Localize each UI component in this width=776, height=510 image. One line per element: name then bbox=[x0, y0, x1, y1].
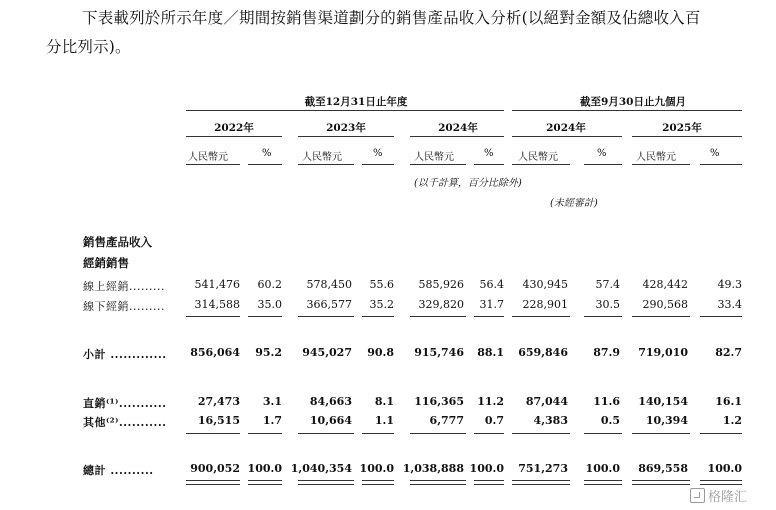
group-header-year: 截至12月31日止年度 bbox=[304, 96, 408, 108]
cell: 100.0 bbox=[359, 462, 394, 475]
year-rule-2024 bbox=[410, 136, 504, 137]
double-rule bbox=[700, 480, 742, 485]
double-rule bbox=[632, 480, 690, 485]
cell: 751,273 bbox=[518, 462, 568, 475]
unit-rule-3 bbox=[298, 164, 354, 165]
cell: 856,064 bbox=[190, 346, 240, 359]
table-row-other bbox=[0, 414, 776, 428]
unit-rule-4 bbox=[362, 164, 394, 165]
unit-rule-9 bbox=[632, 164, 690, 165]
section-distribution: 經銷銷售 bbox=[83, 256, 129, 270]
cell: 430,945 bbox=[522, 278, 568, 291]
table-row-direct bbox=[0, 395, 776, 409]
total-rule bbox=[410, 433, 466, 434]
total-rule bbox=[248, 433, 282, 434]
unit-rule-7 bbox=[512, 164, 570, 165]
table-row-subtotal bbox=[0, 346, 776, 360]
row-label: 直銷⁽¹⁾........... bbox=[83, 397, 167, 410]
gelonghui-logo-icon bbox=[690, 488, 705, 503]
cell: 100.0 bbox=[247, 462, 282, 475]
double-rule bbox=[298, 480, 354, 485]
cell: 915,746 bbox=[414, 346, 464, 359]
cell: 100.0 bbox=[585, 462, 620, 475]
subtotal-rule bbox=[700, 316, 742, 317]
group-rule-period bbox=[512, 110, 742, 111]
double-rule bbox=[512, 480, 570, 485]
group-header-period: 截至9月30日止九個月 bbox=[580, 96, 686, 108]
unit-rule-6 bbox=[474, 164, 504, 165]
year-2024: 2024年 bbox=[438, 122, 478, 134]
cell: 27,473 bbox=[197, 395, 240, 408]
cell: 1.7 bbox=[262, 414, 282, 427]
subtotal-rule bbox=[186, 316, 240, 317]
section-product-revenue: 銷售產品收入 bbox=[83, 235, 152, 249]
unit-rmb-2024: 人民幣元 bbox=[414, 152, 454, 163]
year-rule-2025-period bbox=[632, 136, 742, 137]
cell: 578,450 bbox=[306, 278, 352, 291]
unit-rule-8 bbox=[584, 164, 622, 165]
unit-pct-2024: % bbox=[484, 148, 494, 159]
cell: 945,027 bbox=[302, 346, 352, 359]
unit-pct-2023: % bbox=[373, 148, 383, 159]
cell: 90.8 bbox=[367, 346, 394, 359]
cell: 10,664 bbox=[309, 414, 352, 427]
cell: 140,154 bbox=[638, 395, 688, 408]
cell: 87.9 bbox=[593, 346, 620, 359]
cell: 228,901 bbox=[522, 298, 568, 311]
cell: 0.7 bbox=[484, 414, 504, 427]
double-rule bbox=[186, 480, 240, 485]
unit-rmb-2024-period: 人民幣元 bbox=[518, 152, 558, 163]
cell: 869,558 bbox=[638, 462, 688, 475]
double-rule bbox=[362, 480, 394, 485]
cell: 719,010 bbox=[638, 346, 688, 359]
cell: 900,052 bbox=[190, 462, 240, 475]
row-label: 小計 ............. bbox=[83, 348, 167, 361]
subtotal-rule bbox=[362, 316, 394, 317]
cell: 8.1 bbox=[374, 395, 394, 408]
subtotal-rule bbox=[474, 316, 504, 317]
unit-rmb-2023: 人民幣元 bbox=[302, 152, 342, 163]
total-rule bbox=[512, 433, 570, 434]
table-row-online bbox=[0, 278, 776, 292]
row-label: 線下經銷......... bbox=[83, 300, 165, 313]
cell: 1,038,888 bbox=[402, 462, 464, 475]
double-rule bbox=[584, 480, 622, 485]
cell: 57.4 bbox=[595, 278, 620, 291]
total-rule bbox=[298, 433, 354, 434]
cell: 30.5 bbox=[595, 298, 620, 311]
cell: 11.6 bbox=[593, 395, 620, 408]
cell: 95.2 bbox=[255, 346, 282, 359]
cell: 87,044 bbox=[525, 395, 568, 408]
cell: 16.1 bbox=[715, 395, 742, 408]
cell: 0.5 bbox=[600, 414, 620, 427]
unit-rule-10 bbox=[700, 164, 742, 165]
year-2025-period: 2025年 bbox=[662, 122, 702, 134]
cell: 16,515 bbox=[197, 414, 240, 427]
cell: 49.3 bbox=[717, 278, 742, 291]
cell: 659,846 bbox=[518, 346, 568, 359]
cell: 6,777 bbox=[429, 414, 464, 427]
cell: 541,476 bbox=[194, 278, 240, 291]
cell: 585,926 bbox=[418, 278, 464, 291]
total-rule bbox=[632, 433, 690, 434]
year-2023: 2023年 bbox=[326, 122, 366, 134]
cell: 60.2 bbox=[257, 278, 282, 291]
cell: 1.1 bbox=[374, 414, 394, 427]
unit-rule-5 bbox=[410, 164, 466, 165]
intro-line-2: 分比列示)。 bbox=[46, 38, 131, 56]
unit-pct-2025-period: % bbox=[710, 148, 720, 159]
cell: 1.2 bbox=[722, 414, 742, 427]
note-unaudited: (未經審計) bbox=[550, 198, 598, 209]
cell: 290,568 bbox=[642, 298, 688, 311]
subtotal-rule bbox=[632, 316, 690, 317]
cell: 329,820 bbox=[418, 298, 464, 311]
total-rule bbox=[186, 433, 240, 434]
total-rule bbox=[584, 433, 622, 434]
subtotal-rule bbox=[410, 316, 466, 317]
unit-pct-2022: % bbox=[262, 148, 272, 159]
watermark bbox=[690, 486, 747, 505]
cell: 84,663 bbox=[309, 395, 352, 408]
cell: 56.4 bbox=[479, 278, 504, 291]
cell: 100.0 bbox=[707, 462, 742, 475]
note-thousands: (以千計算，百分比除外) bbox=[414, 178, 522, 189]
table-row-offline bbox=[0, 298, 776, 312]
total-rule bbox=[474, 433, 504, 434]
cell: 366,577 bbox=[306, 298, 352, 311]
unit-rmb-2025-period: 人民幣元 bbox=[636, 152, 676, 163]
cell: 55.6 bbox=[369, 278, 394, 291]
cell: 11.2 bbox=[477, 395, 504, 408]
cell: 100.0 bbox=[469, 462, 504, 475]
cell: 31.7 bbox=[479, 298, 504, 311]
row-label: 總計 .......... bbox=[83, 464, 154, 477]
table-row-total bbox=[0, 462, 776, 476]
cell: 35.2 bbox=[369, 298, 394, 311]
row-label: 線上經銷......... bbox=[83, 280, 165, 293]
unit-rule-1 bbox=[186, 164, 240, 165]
cell: 88.1 bbox=[477, 346, 504, 359]
cell: 82.7 bbox=[715, 346, 742, 359]
double-rule bbox=[410, 480, 466, 485]
year-rule-2023 bbox=[298, 136, 394, 137]
total-rule bbox=[700, 433, 742, 434]
total-rule bbox=[362, 433, 394, 434]
unit-pct-2024-period: % bbox=[597, 148, 607, 159]
subtotal-rule bbox=[248, 316, 282, 317]
unit-rmb-2022: 人民幣元 bbox=[188, 152, 228, 163]
cell: 33.4 bbox=[717, 298, 742, 311]
year-2022: 2022年 bbox=[214, 122, 254, 134]
subtotal-rule bbox=[584, 316, 622, 317]
cell: 116,365 bbox=[414, 395, 464, 408]
cell: 1,040,354 bbox=[290, 462, 352, 475]
double-rule bbox=[474, 480, 504, 485]
subtotal-rule bbox=[512, 316, 570, 317]
cell: 35.0 bbox=[257, 298, 282, 311]
intro-line-1: 下表載列於所示年度／期間按銷售渠道劃分的銷售產品收入分析(以絕對金額及佔總收入百 bbox=[82, 9, 701, 27]
double-rule bbox=[248, 480, 282, 485]
cell: 428,442 bbox=[642, 278, 688, 291]
year-2024-period: 2024年 bbox=[546, 122, 586, 134]
year-rule-2022 bbox=[186, 136, 282, 137]
subtotal-rule bbox=[298, 316, 354, 317]
group-rule-year bbox=[186, 110, 504, 111]
row-label: 其他⁽²⁾........... bbox=[83, 416, 167, 429]
unit-rule-2 bbox=[248, 164, 282, 165]
cell: 3.1 bbox=[262, 395, 282, 408]
cell: 4,383 bbox=[533, 414, 568, 427]
cell: 314,588 bbox=[194, 298, 240, 311]
watermark-text: 格隆汇 bbox=[708, 490, 748, 505]
year-rule-2024-period bbox=[512, 136, 622, 137]
cell: 10,394 bbox=[645, 414, 688, 427]
